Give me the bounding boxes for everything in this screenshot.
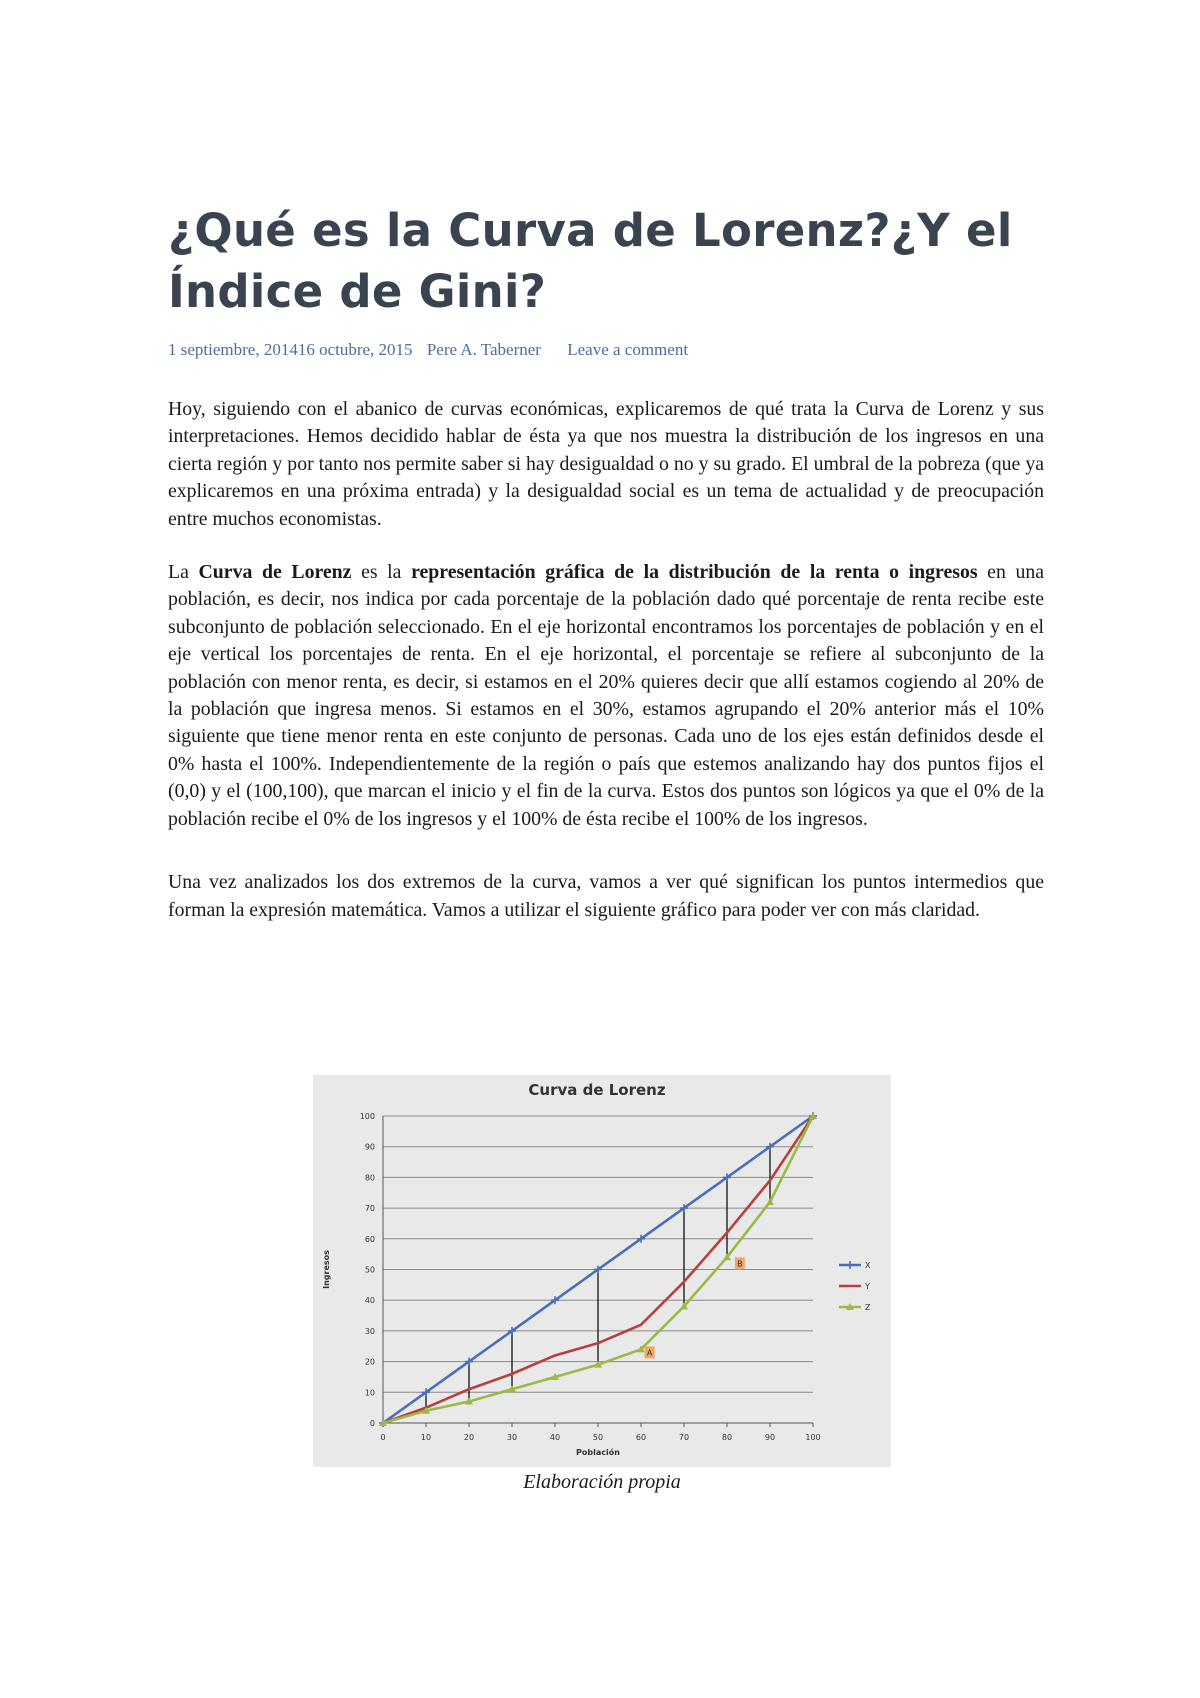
- y-tick-label: 70: [364, 1204, 375, 1214]
- p2-text-a: La: [168, 561, 199, 584]
- lorenz-chart: [313, 1075, 891, 1467]
- annotation-label: B: [737, 1259, 743, 1269]
- x-tick-label: 40: [549, 1433, 561, 1442]
- x-tick-label: 0: [380, 1433, 386, 1442]
- x-tick-label: 20: [463, 1433, 475, 1442]
- article-title: [168, 200, 1044, 322]
- x-tick-label: 90: [764, 1433, 776, 1442]
- legend-marker: [846, 1261, 854, 1269]
- lorenz-chart-figure: [313, 1075, 891, 1467]
- x-tick-label: 50: [592, 1433, 604, 1442]
- paragraph-intro: Hoy, siguiendo con el abanico de curvas económicas, explicaremos de qué trata la Curva de Lorenz y sus interpretaciones. Hemos decidido hablar de ésta ya que nos muestra la distribución de los ingresos en una cierta región y por tanto nos permite saber si hay desigualdad o no y su grado. El umbral de la pobreza (que ya explicaremos en una próxima entrada) y la desigualdad social es un tema de actualidad y de preocupación entre muchos economistas.: [168, 398, 1044, 530]
- y-tick-label: 20: [364, 1357, 375, 1367]
- legend-label: Z: [865, 1303, 871, 1312]
- y-tick-label: 40: [364, 1296, 375, 1306]
- x-tick-label: 10: [420, 1433, 432, 1442]
- chart-title: Curva de Lorenz: [528, 1081, 666, 1099]
- y-tick-label: 60: [364, 1234, 375, 1244]
- x-tick-label: 80: [721, 1433, 733, 1442]
- leave-comment-link[interactable]: Leave a comment: [567, 340, 689, 359]
- p2-text-b: es la: [351, 561, 412, 584]
- y-tick-label: 100: [359, 1112, 375, 1121]
- article: [168, 200, 1044, 924]
- legend-label: X: [865, 1261, 871, 1270]
- annotation-label: A: [646, 1348, 653, 1358]
- y-tick-label: 50: [364, 1265, 375, 1275]
- title-line-1: ¿Qué es la Curva de Lorenz?¿Y el: [168, 204, 1013, 257]
- paragraph-definition: [168, 559, 1044, 833]
- figure-caption: Elaboración propia: [523, 1471, 681, 1493]
- x-tick-label: 100: [805, 1433, 821, 1442]
- y-tick-label: 90: [364, 1142, 375, 1152]
- author-link[interactable]: Pere A. Taberner: [426, 340, 541, 359]
- x-tick-label: 60: [635, 1433, 647, 1442]
- y-axis-label: Ingresos: [322, 1250, 331, 1289]
- p2-bold-definition: representación gráfica de la distribución de la renta o ingresos: [411, 561, 978, 584]
- x-axis-label: Población: [576, 1448, 620, 1457]
- x-tick-label: 30: [506, 1433, 518, 1442]
- y-tick-label: 30: [364, 1326, 375, 1336]
- y-tick-label: 80: [364, 1173, 375, 1183]
- legend-label: Y: [865, 1282, 870, 1291]
- x-tick-label: 70: [678, 1433, 690, 1442]
- title-line-2: Índice de Gini?: [168, 265, 547, 318]
- p2-bold-term: Curva de Lorenz: [198, 561, 352, 584]
- post-date-link[interactable]: 1 septiembre, 201416 octubre, 2015: [168, 340, 413, 359]
- paragraph-transition: Una vez analizados los dos extremos de la curva, vamos a ver qué significan los puntos intermedios que forman la expresión matemática. Vamos a utilizar el siguiente gráfico para poder ver con más claridad.: [168, 871, 1044, 921]
- y-tick-label: 10: [364, 1388, 375, 1398]
- y-tick-label: 0: [369, 1419, 375, 1428]
- post-meta: [168, 340, 1044, 360]
- p2-text-c: en una población, es decir, nos indica por cada porcentaje de la población dado qué porcentaje de renta recibe este subconjunto de población seleccionado. En el eje horizontal encontramos los porcentajes de población y en el eje vertical los porcentajes de renta. En el eje horizontal, el porcentaje se refiere al subconjunto de la población con menor renta, es decir, si estamos en el 20% quieres decir que allí estamos cogiendo al 20% de la población que ingresa menos. Si estamos en el 30%, estamos agrupando el 20% anterior más el 10% siguiente que tiene menor renta en este conjunto de personas. Cada uno de los ejes están definidos desde el 0% hasta el 100%. Independientemente de la región o país que estemos analizando hay dos puntos fijos el (0,0) y el (100,100), que marcan el inicio y el fin de la curva. Estos dos puntos son lógicos ya que el 0% de la población recibe el 0% de los ingresos y el 100% de ésta recibe el 100% de los ingresos.: [168, 561, 1045, 830]
